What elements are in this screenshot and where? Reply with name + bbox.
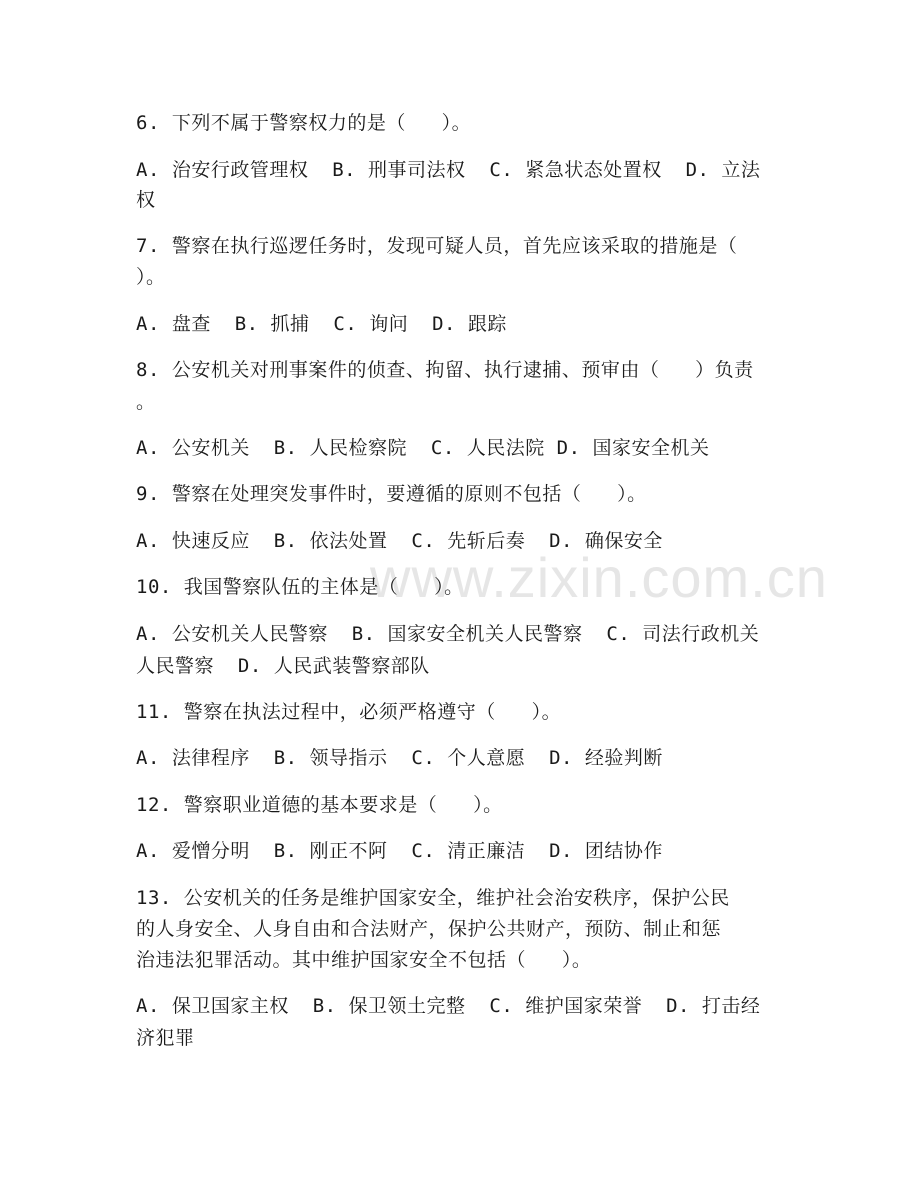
q10-question: 10. 我国警察队伍的主体是（ ）。 [136, 576, 464, 598]
q8-question-line1: 8. 公安机关对刑事案件的侦查、拘留、执行逮捕、预审由（ ）负责 [136, 359, 754, 381]
q13-options-line1: A. 保卫国家主权 B. 保卫领土完整 C. 维护国家荣誉 D. 打击经 [136, 995, 761, 1017]
q8-question-line2: 。 [136, 391, 156, 413]
q11-options: A. 法律程序 B. 领导指示 C. 个人意愿 D. 经验判断 [136, 747, 663, 769]
q12-options: A. 爱憎分明 B. 刚正不阿 C. 清正廉洁 D. 团结协作 [136, 840, 663, 862]
q12-question: 12. 警察职业道德的基本要求是（ ）。 [136, 794, 503, 816]
q13-question-line2: 的人身安全、人身自由和合法财产，保护公共财产，预防、制止和惩 [136, 918, 722, 940]
q13-question-line1: 13. 公安机关的任务是维护国家安全，维护社会治安秩序，保护公民 [136, 887, 730, 909]
q13-question-line3: 治违法犯罪活动。其中维护国家安全不包括（ ）。 [136, 949, 592, 971]
q6-question: 6. 下列不属于警察权力的是（ ）。 [136, 112, 472, 134]
q9-options: A. 快速反应 B. 依法处置 C. 先斩后奏 D. 确保安全 [136, 530, 663, 552]
q11-question: 11. 警察在执法过程中，必须严格遵守（ ）。 [136, 701, 562, 723]
q10-options-line1: A. 公安机关人民警察 B. 国家安全机关人民警察 C. 司法行政机关 [136, 623, 760, 645]
q6-options-line1: A. 治安行政管理权 B. 刑事司法权 C. 紧急状态处置权 D. 立法 [136, 159, 761, 181]
q8-options: A. 公安机关 B. 人民检察院 C. 人民法院 D. 国家安全机关 [136, 437, 710, 459]
q7-question-line1: 7. 警察在执行巡逻任务时，发现可疑人员，首先应该采取的措施是（ [136, 235, 738, 257]
q7-question-line2: ）。 [136, 266, 166, 288]
q9-question: 9. 警察在处理突发事件时，要遵循的原则不包括（ ）。 [136, 483, 647, 505]
q13-options-line2: 济犯罪 [136, 1027, 195, 1049]
q6-options-line2: 权 [136, 189, 156, 211]
q7-options: A. 盘查 B. 抓捕 C. 询问 D. 跟踪 [136, 313, 507, 335]
watermark: www.zixin.com.cn [370, 546, 828, 609]
q10-options-line2: 人民警察 D. 人民武装警察部队 [136, 655, 430, 677]
